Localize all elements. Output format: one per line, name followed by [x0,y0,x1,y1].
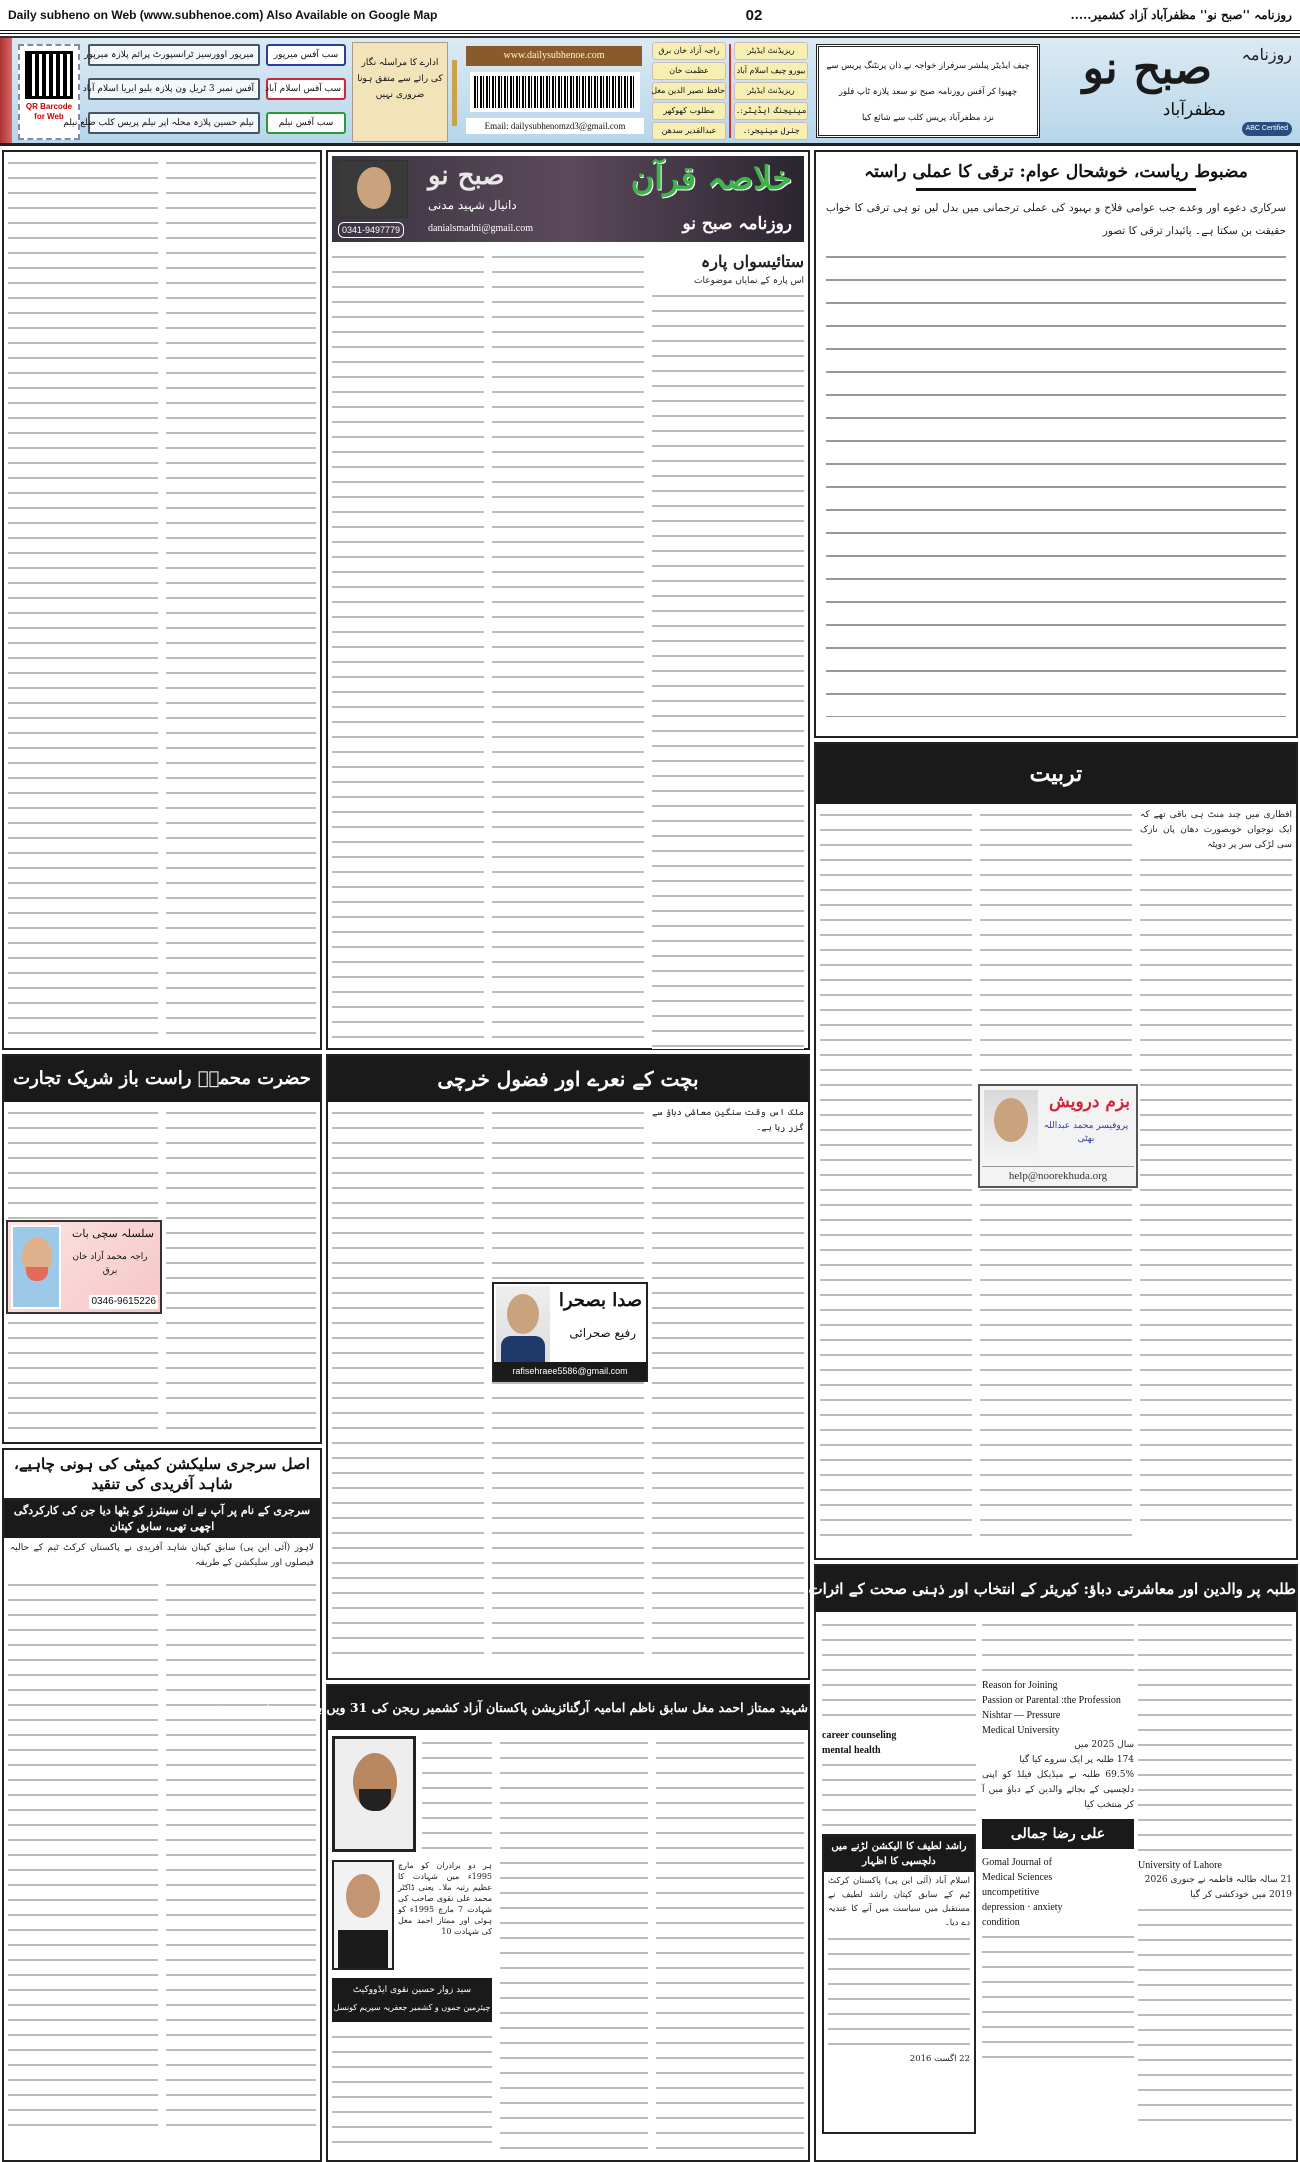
term-med-sciences: Medical Sciences [982,1872,1053,1883]
trade-col-1 [166,1106,316,1438]
sports-box [2,1448,322,2162]
term-passion: Passion or Parental :the Profession [982,1695,1121,1706]
masthead-email[interactable]: Email: dailysubhenomzd3@gmail.com [466,118,644,134]
sada-author: رفیع صحرائی [569,1326,636,1340]
abc-certified-badge: ABC Certified [1242,122,1292,136]
sports-col-1 [166,1578,316,2130]
term-nishtar-pressure: Nishtar — Pressure [982,1710,1061,1721]
sports-title: اصل سرجری سلیکشن کمیٹی کی ہونی چاہیے، شاہد آفریدی کی تنقید [4,1450,320,1500]
budget-col-1-text [652,1136,804,1666]
trade-col-1-text [166,1106,316,1436]
trade-phone: 0346-9615226 [91,1296,156,1307]
trade-title: حضرت محمدؐ راست باز شریک تجارت [4,1056,320,1102]
masthead [0,36,1300,146]
budget-col-3-text [332,1106,484,1666]
quran-col-2 [492,250,644,1044]
martyr-title: شہید ممتاز احمد مغل سابق ناظم امامیہ آرگنائزیشن پاکستان آزاد کشمیر ریجن کی 31 ویں برسی پر خصوصی تحریر [328,1686,808,1730]
martyr-inset-suit [338,1930,388,1968]
staff-role-1: ریزیڈنٹ ایڈیٹر [734,42,808,60]
barcode [470,72,640,112]
students-title: طلبہ پر والدین اور معاشرتی دباؤ: کیریئر کے انتخاب اور ذہنی صحت کے اثرات [816,1566,1296,1612]
students-box [808,1564,1298,2162]
editorial-title-rule [916,188,1196,191]
author-photo-danial [338,160,408,218]
tarbiyat-title: تربیت [816,744,1296,804]
banner-email[interactable]: danialsmadni@gmail.com [428,223,534,234]
staff-role-5: جنرل مینیجر:۔ [734,122,808,140]
quran-heading: ستائیسواں پارہ [700,252,804,271]
term-medical-university: Medical University [982,1725,1060,1736]
staff-name-5: عبدالقدیر سدھن [652,122,726,140]
martyr-photo [332,1736,416,1852]
students-stat-2025: سال 2025 میں [1074,1740,1134,1750]
logo-name: صبح نو [1082,43,1212,94]
term-condition: condition [982,1917,1020,1928]
term-career-counseling: career counseling [822,1730,897,1741]
martyr-inset-face [346,1874,380,1918]
page-header-line [0,0,1300,34]
office-address-islamabad: آفس نمبر 3 ٹریل ون پلازہ بلیو ایریا اسلام آباد [88,78,260,100]
quran-body [328,246,808,1048]
sports-col-1-text [166,1578,316,2128]
rashid-lead: اسلام آباد (آئی این پی) پاکستان کرکٹ ٹیم کے سابق کپتان راشد لطیف نے مستقبل میں سیاست میں آنے کا عندیہ دے دیا۔ [828,1876,970,1928]
term-uncompetitive: uncompetitive [982,1887,1040,1898]
quran-subheading: اس پارہ کے نمایاں موضوعات [693,276,804,286]
quran-col-2-text [492,250,644,1040]
term-pressure: Pressure [1026,1710,1061,1721]
tarbiyat-col-1 [1140,808,1292,1550]
students-col-3-text-mid [822,1758,976,1828]
sports-col-2 [8,1578,158,2130]
martyr-inset-caption: ہر دو برادران کو مارچ 1995ء میں شہادت کا عظیم رتبہ ملا۔ یعنی ڈاکٹر محمد علی نقوی صاحب کی شہادت 7 مارچ 1995ء کو ہوئی اور ممتاز احمد مغل کی شہادت 10 [398,1861,492,1936]
banner-phone: 0341-9497779 [338,222,404,238]
staff-role-2: بیورو چیف اسلام آباد [734,62,808,80]
tarbiyat-col-3-text [820,808,972,1548]
term-mental-health: mental health [822,1745,881,1756]
trade-author-photo [11,1225,61,1309]
quran-banner [332,156,804,242]
tarbiyat-col-1-text [1140,853,1292,1533]
sachi-baat-card [6,1220,162,1314]
budget-box [326,1054,810,1680]
sada-author-suit [501,1336,545,1362]
office-sign-neelum: سب آفس نیلم [266,112,346,134]
left-col-1-text [166,156,316,1036]
rashid-title: راشد لطیف کا الیکشن لڑنے میں دلچسپی کا اظہار [824,1836,974,1872]
martyr-box [192,1684,810,2162]
office-sign-islamabad: سب آفس اسلام آباد [266,78,346,100]
trade-author: راجہ محمد آزاد خان برق [72,1252,148,1276]
rashid-body-text [828,1932,970,2052]
qr-label: QR Barcode for Web [25,102,73,121]
sada-email[interactable]: rafisehraee5586@gmail.com [494,1362,646,1380]
trade-author-beard [26,1267,48,1281]
left-col-2-text [8,156,158,1036]
left-col-2 [8,156,158,1044]
students-col-3-terms [822,1728,976,1758]
sada-title: صدا بصحرا [558,1290,642,1311]
left-col-1 [166,156,316,1044]
students-author: علی رضا جمالی [982,1819,1134,1849]
bazm-author-photo [984,1090,1038,1164]
students-stat-fatima: 21 سالہ طالبہ فاطمہ نے جنوری 2026 [1144,1875,1292,1885]
rashid-box [822,1834,976,2134]
martyr-photo-column-text [332,2030,492,2154]
martyr-col-2-text [500,1736,648,2156]
sada-bsahra-card [492,1282,648,1382]
office-sign-mirpur: سب آفس میرپور [266,44,346,66]
logo-city: مظفرآباد [1162,100,1226,120]
printer-line-1: چیف ایڈیٹر پبلشر سرفراز خواجہ نے ذان پرنٹنگ پریس سے [826,61,1030,71]
students-journal [982,1855,1134,1885]
students-col-2-text-bottom [982,1930,1134,2070]
term-anxiety: anxiety [1033,1902,1063,1913]
editorial-title: مضبوط ریاست، خوشحال عوام: ترقی کا عملی راستہ [864,162,1248,182]
quill-icon [452,60,457,126]
budget-col-2-text [492,1106,644,1666]
banner-title: خلاصہ قرآن [630,159,792,197]
staff-role-3: ریزیڈنٹ ایڈیٹر [734,82,808,100]
staff-name-4: مطلوب کھوکھر [652,102,726,120]
students-col-2 [982,1618,1134,2158]
students-col-3 [822,1618,976,2158]
quran-col-1-text [652,289,804,1049]
staff-name-3: حافظ نصیر الدین مغل [652,82,726,100]
budget-col-3 [332,1106,484,1672]
printer-notice [816,44,1040,138]
banner-paper: روزنامہ صبح نو [682,214,792,234]
sports-col-2-text [8,1578,158,2128]
budget-col-2 [492,1106,644,1672]
bazm-author: پروفیسر محمد عبداللہ بھٹی [1043,1121,1129,1144]
martyr-beard [359,1789,391,1811]
martyr-col-2 [500,1736,648,2156]
website-ribbon[interactable]: www.dailysubhenoe.com [466,46,642,66]
left-top-column [2,150,322,1050]
urdu-header-line: روزنامہ ''صبح نو'' مظفرآباد آزاد کشمیر..... [1070,8,1292,22]
printer-line-3: نزد مظفرآباد پریس کلب سے شائع کیا [861,113,995,123]
martyr-byline [332,1978,492,2022]
disclaimer-scroll: ادارے کا مراسلہ نگار کی رائے سے متفق ہونا ضروری نہیں [352,42,448,142]
students-col-1 [1138,1618,1292,2158]
martyr-photo-side-text [422,1736,492,1852]
students-col-2-terms [982,1678,1134,1738]
quran-column [326,150,810,1050]
students-stat-174: 174 طلبہ پر ایک سروے کیا گیا [1019,1755,1134,1765]
office-address-neelum: نیلم حسین پلازہ محلہ اپر نیلم پریس کلب ضلع نیلم [88,112,260,134]
editorial-body-text [826,247,1286,717]
left-top-body [4,152,320,1048]
budget-lead: ملک اس وقت سنگین معاشی دباؤ سے گزر رہا ہے۔ [652,1108,804,1133]
newspaper-logo [1048,40,1296,142]
term-reason: Reason for Joining [982,1680,1058,1691]
quran-col-3-text [332,250,484,1040]
printer-line-2: چھپوا کر آفس روزنامہ صبح نو سعد پلازہ ٹاپ فلور [838,87,1018,97]
bazm-author-face [994,1098,1028,1142]
students-col-2-text-top [982,1618,1134,1678]
budget-col-1 [652,1106,804,1672]
sports-subtitle: سرجری کے نام پر آپ نے ان سینئرز کو بٹھا دیا جن کی کارکردگی اچھی تھی، سابق کپتان [4,1500,320,1538]
masthead-left-ribbon [0,38,12,143]
term-gomal: Gomal Journal of [982,1857,1052,1868]
author-face [357,167,391,209]
budget-body [328,1102,808,1676]
students-stat-2019: 2019 میں خودکشی کر گیا [1190,1890,1292,1900]
students-col-3-text-top [822,1618,976,1728]
students-col-2-terms-b: uncompetitive depression · anxiety condition [982,1885,1134,1930]
banner-logo: صبح نو [428,161,505,191]
page-number: 02 [745,6,763,24]
bazm-email[interactable]: help@noorekhuda.org [982,1166,1134,1184]
martyr-col-1 [656,1736,804,2156]
trade-box [2,1054,322,1444]
students-term-uni-lahore: University of Lahore [1138,1860,1222,1871]
sada-author-photo [496,1286,550,1362]
martyr-body [496,1732,808,2160]
sada-author-face [507,1294,539,1334]
trade-series: سلسلہ سچی بات [71,1227,154,1240]
students-col-1-text-top [1138,1618,1292,1858]
bazm-darvesh-card [978,1084,1138,1188]
editorial-lead: سرکاری دعوے اور وعدے جب عوامی فلاح و بہبود کی عملی ترجمانی میں بدل لیں تو ہی ترقی کا خواب حقیقت بن سکتا ہے۔ پائیدار ترقی کا تصور [826,202,1286,237]
qr-code-icon [25,51,73,99]
bazm-title: بزم درویش [1049,1092,1130,1112]
staff-name-1: راجہ آزاد خان برق [652,42,726,60]
staff-divider [729,44,731,138]
martyr-inset-photo [332,1860,394,1970]
web-availability-line: Daily subheno on Web (www.subhenoe.com) Also Available on Google Map [8,8,438,22]
editorial-box [814,150,1298,738]
banner-author: دانیال شہید مدنی [428,198,517,212]
staff-name-2: عظمت خان [652,62,726,80]
martyr-photo-column [332,1736,492,2156]
sports-body [4,1574,320,2134]
logo-prefix: روزنامہ [1241,45,1292,64]
tarbiyat-box [814,742,1298,1560]
budget-title: بچت کے نعرے اور فضول خرچی [328,1056,808,1102]
office-address-mirpur: میرپور اوورسیز ٹرانسپورٹ پرائم پلازہ میرپور [88,44,260,66]
martyr-byline-name: سید زوار حسین نقوی ایڈووکیٹ [352,1985,472,1995]
rashid-date: 22 اگست 2016 [909,2054,970,2064]
tarbiyat-col-3 [820,808,972,1550]
term-nishtar: Nishtar [982,1710,1012,1721]
sports-lead: لاہور (آئی این پی) سابق کپتان شاہد آفریدی نے پاکستان کرکٹ ٹیم کے حالیہ فیصلوں اور سلیکشن کے طریقہ [10,1543,314,1568]
students-col-1-text-bottom [1138,1903,1292,2123]
term-depression: depression [982,1902,1025,1913]
students-stat-695: 69.5% طلبہ نے میڈیکل فیلڈ کو اپنی دلچسپی کے بجائے والدین کے دباؤ میں آ کر منتخب کیا [982,1770,1134,1810]
martyr-col-1-text [656,1736,804,2156]
quran-col-3 [332,250,484,1044]
staff-role-4: مینیجنگ ایڈیٹر:۔ [734,102,808,120]
tarbiyat-lead: افطاری میں چند منٹ ہی باقی تھے کہ ایک نوجوان خوبصورت دھان پان نازک سی لڑکی سر پر دوپٹہ [1140,810,1292,850]
martyr-byline-role: چیئرمین جموں و کشمیر جعفریہ سپریم کونسل [333,2003,491,2012]
quran-col-1 [652,250,804,1044]
